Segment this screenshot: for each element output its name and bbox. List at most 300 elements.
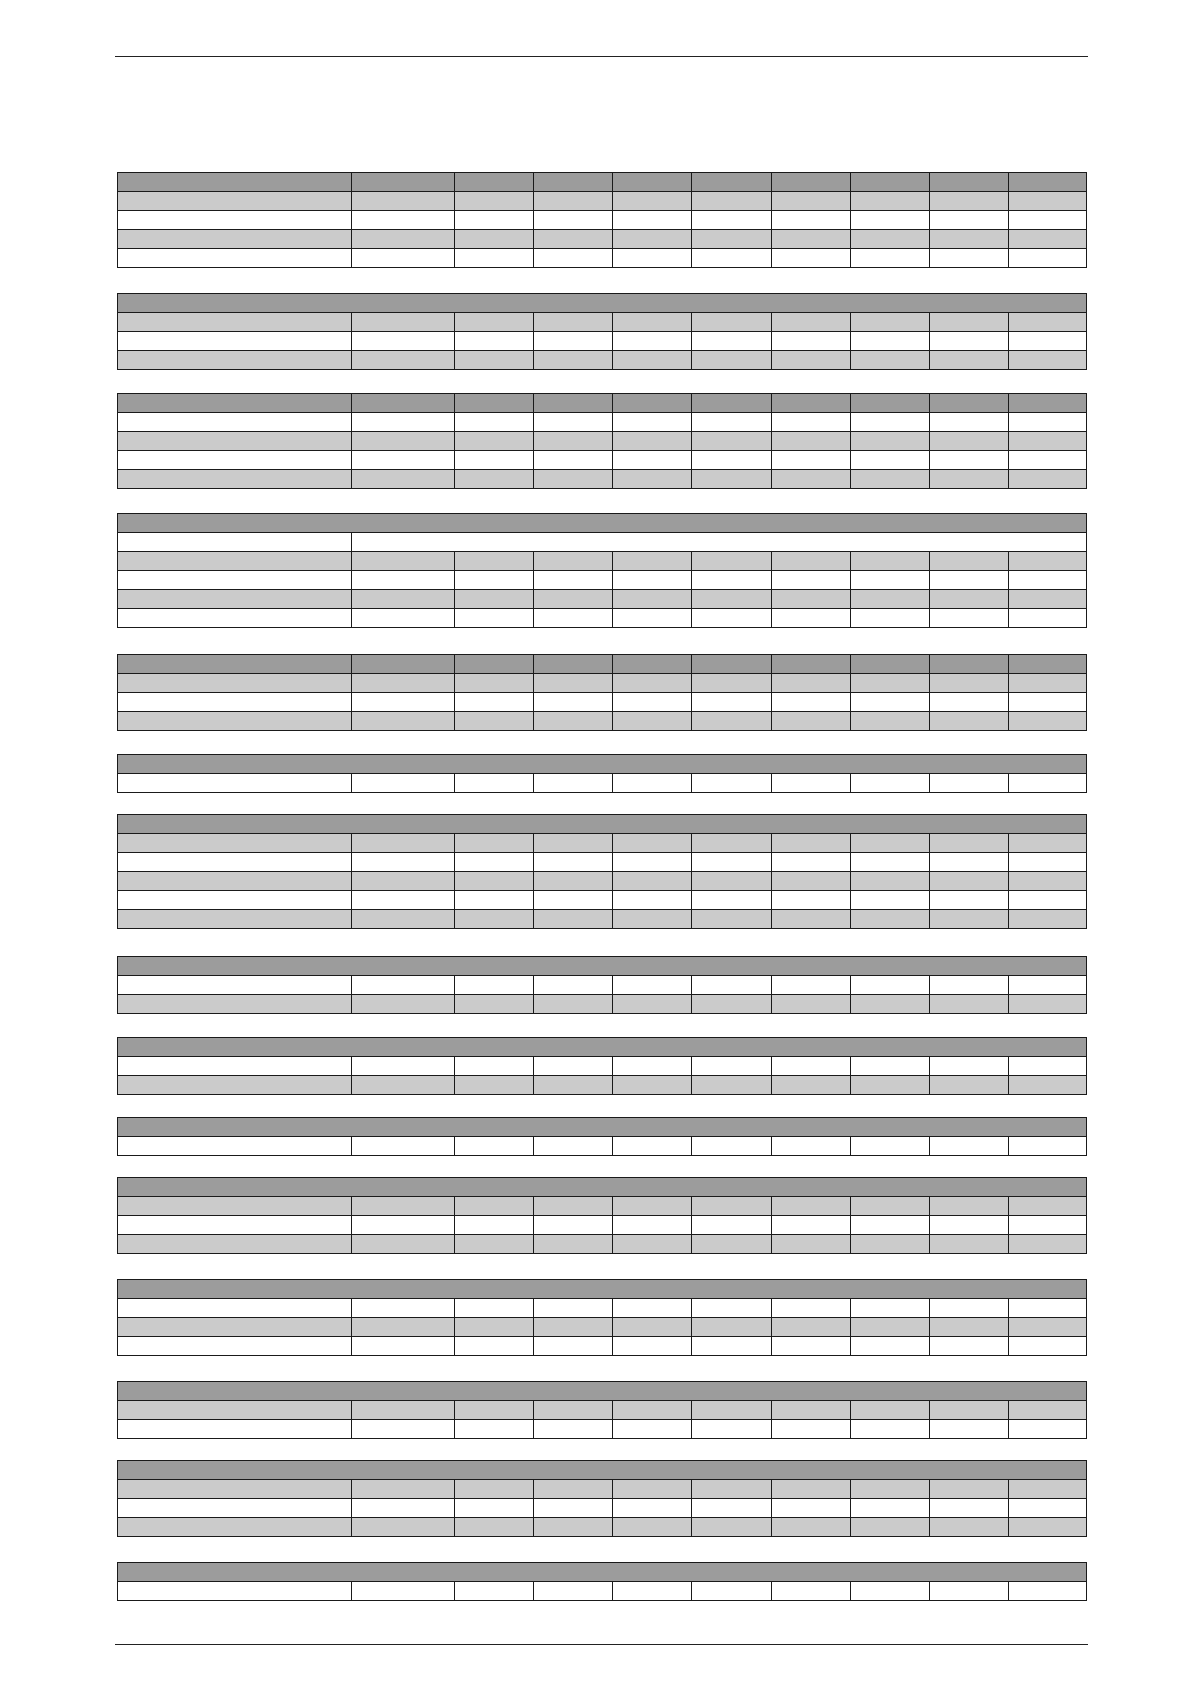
table-cell	[851, 432, 930, 451]
table-cell	[930, 1318, 1009, 1337]
table-cell	[692, 1076, 772, 1095]
table-cell	[930, 976, 1009, 995]
table-cell	[352, 1337, 455, 1356]
table-cell	[613, 1420, 692, 1439]
table-cell	[613, 211, 692, 230]
table-cell	[772, 674, 851, 693]
table-section-title	[118, 1563, 1087, 1582]
table-cell	[772, 351, 851, 370]
table-section-title	[118, 1038, 1087, 1057]
table-cell	[455, 1057, 534, 1076]
table-cell	[455, 976, 534, 995]
table-cell	[772, 1197, 851, 1216]
table-cell	[534, 1480, 613, 1499]
table-row	[118, 1480, 1087, 1499]
table-row	[118, 609, 1087, 628]
table-row	[118, 470, 1087, 489]
table-cell	[692, 413, 772, 432]
table-cell	[352, 571, 455, 590]
table-cell	[851, 351, 930, 370]
table-row	[118, 1216, 1087, 1235]
column-header-cell	[455, 655, 534, 674]
table-cell	[692, 1480, 772, 1499]
table-cell	[455, 693, 534, 712]
table-cell	[851, 413, 930, 432]
column-header-cell	[118, 394, 352, 413]
table-cell	[534, 891, 613, 910]
table-cell	[851, 1499, 930, 1518]
table-cell	[352, 1420, 455, 1439]
table-cell	[534, 609, 613, 628]
table-cell	[772, 313, 851, 332]
table-cell	[118, 1318, 352, 1337]
table-cell	[534, 332, 613, 351]
table-cell	[1009, 995, 1087, 1014]
table-cell	[851, 1076, 930, 1095]
table-cell	[930, 674, 1009, 693]
table-cell	[772, 853, 851, 872]
table-cell	[851, 995, 930, 1014]
table-cell	[613, 1582, 692, 1601]
table-cell	[692, 774, 772, 793]
table-row	[118, 995, 1087, 1014]
table-cell	[930, 470, 1009, 489]
table-row	[118, 1235, 1087, 1254]
table-cell	[534, 211, 613, 230]
table-cell	[772, 774, 851, 793]
table-cell	[352, 351, 455, 370]
table-cell	[352, 976, 455, 995]
table-cell	[930, 1137, 1009, 1156]
table-cell	[534, 1337, 613, 1356]
table-cell	[455, 674, 534, 693]
column-header-cell	[930, 655, 1009, 674]
table-cell	[1009, 211, 1087, 230]
table-cell	[1009, 712, 1087, 731]
table-cell	[930, 995, 1009, 1014]
table-cell	[613, 1518, 692, 1537]
table-cell	[613, 891, 692, 910]
table-cell	[455, 230, 534, 249]
table-cell	[352, 211, 455, 230]
table-cell	[1009, 853, 1087, 872]
table-cell	[692, 1318, 772, 1337]
table-row	[118, 230, 1087, 249]
table-cell	[118, 1420, 352, 1439]
table-cell	[352, 1076, 455, 1095]
table-cell	[534, 313, 613, 332]
table-cell	[455, 995, 534, 1014]
table-cell	[352, 313, 455, 332]
table-cell	[534, 552, 613, 571]
table-cell	[455, 470, 534, 489]
table-cell	[851, 552, 930, 571]
table-cell	[851, 774, 930, 793]
table-cell	[118, 249, 352, 268]
table-cell	[118, 872, 352, 891]
table-cell	[772, 571, 851, 590]
table-cell	[930, 1197, 1009, 1216]
table-row	[118, 1518, 1087, 1537]
table-cell	[352, 1318, 455, 1337]
column-header-cell	[1009, 394, 1087, 413]
table-cell	[930, 1420, 1009, 1439]
data-table	[117, 1381, 1087, 1439]
table-cell	[1009, 1235, 1087, 1254]
table-header-row	[118, 173, 1087, 192]
table-cell	[613, 192, 692, 211]
table-cell	[930, 590, 1009, 609]
table-cell	[455, 1518, 534, 1537]
table-cell	[851, 211, 930, 230]
table-cell	[692, 1057, 772, 1076]
table-cell	[772, 1216, 851, 1235]
column-header-cell	[613, 173, 692, 192]
table-cell	[118, 1499, 352, 1518]
table-row	[118, 853, 1087, 872]
table-cell	[352, 1235, 455, 1254]
table-cell	[455, 834, 534, 853]
table-cell	[851, 230, 930, 249]
table-cell	[613, 853, 692, 872]
table-cell	[352, 1499, 455, 1518]
table-cell	[772, 451, 851, 470]
column-header-cell	[930, 173, 1009, 192]
table-row	[118, 332, 1087, 351]
table-cell	[118, 1299, 352, 1318]
table-cell	[1009, 1582, 1087, 1601]
table-cell	[930, 1480, 1009, 1499]
table-cell	[613, 1216, 692, 1235]
table-cell	[352, 693, 455, 712]
table-cell	[118, 1057, 352, 1076]
data-table	[117, 393, 1087, 489]
table-row	[118, 211, 1087, 230]
table-row	[118, 552, 1087, 571]
table-cell	[692, 1337, 772, 1356]
table-cell	[930, 571, 1009, 590]
table-cell	[772, 1582, 851, 1601]
table-cell	[772, 1499, 851, 1518]
table-cell	[692, 1137, 772, 1156]
table-cell	[930, 313, 1009, 332]
table-cell	[851, 1299, 930, 1318]
table-cell	[118, 470, 352, 489]
table-cell	[118, 432, 352, 451]
table-cell	[1009, 693, 1087, 712]
table-cell	[930, 351, 1009, 370]
table-cell	[534, 1197, 613, 1216]
table-cell	[1009, 470, 1087, 489]
table-cell	[930, 910, 1009, 929]
table-cell	[851, 590, 930, 609]
table-cell	[118, 552, 352, 571]
table-cell	[1009, 571, 1087, 590]
table-cell	[1009, 1420, 1087, 1439]
table-cell	[772, 1076, 851, 1095]
table-cell	[930, 1499, 1009, 1518]
table-cell	[851, 976, 930, 995]
table-header-row	[118, 815, 1087, 834]
table-header-row	[118, 1563, 1087, 1582]
table-cell	[352, 995, 455, 1014]
table-cell	[851, 891, 930, 910]
table-cell	[352, 774, 455, 793]
table-cell	[118, 413, 352, 432]
table-header-row	[118, 655, 1087, 674]
table-cell	[930, 211, 1009, 230]
table-row	[118, 1057, 1087, 1076]
column-header-cell	[118, 173, 352, 192]
table-cell	[692, 249, 772, 268]
table-row	[118, 313, 1087, 332]
table-cell	[118, 1480, 352, 1499]
table-row	[118, 413, 1087, 432]
table-row	[118, 1401, 1087, 1420]
table-cell	[118, 211, 352, 230]
table-cell	[455, 1401, 534, 1420]
table-cell	[1009, 674, 1087, 693]
table-cell	[1009, 1057, 1087, 1076]
table-cell	[851, 1235, 930, 1254]
table-cell	[692, 1401, 772, 1420]
table-row	[118, 1197, 1087, 1216]
table-cell	[1009, 192, 1087, 211]
table-cell	[118, 1197, 352, 1216]
table-cell	[534, 451, 613, 470]
table-cell	[772, 995, 851, 1014]
table-cell	[772, 413, 851, 432]
table-cell	[118, 774, 352, 793]
table-cell	[352, 853, 455, 872]
table-cell	[613, 1137, 692, 1156]
table-cell	[1009, 413, 1087, 432]
table-cell	[534, 1137, 613, 1156]
table-cell	[851, 693, 930, 712]
table-cell	[455, 313, 534, 332]
table-cell	[692, 1216, 772, 1235]
table-cell	[352, 712, 455, 731]
table-cell	[118, 995, 352, 1014]
table-cell	[930, 432, 1009, 451]
table-cell	[534, 1518, 613, 1537]
table-cell	[692, 211, 772, 230]
table-cell	[613, 774, 692, 793]
data-table	[117, 956, 1087, 1014]
table-cell	[352, 192, 455, 211]
column-header-cell	[352, 655, 455, 674]
table-cell	[534, 590, 613, 609]
table-row	[118, 834, 1087, 853]
table-cell	[613, 313, 692, 332]
table-cell	[455, 192, 534, 211]
table-cell	[772, 552, 851, 571]
table-cell	[455, 1499, 534, 1518]
table-cell	[772, 834, 851, 853]
table-cell	[613, 995, 692, 1014]
table-cell	[1009, 1337, 1087, 1356]
table-row	[118, 693, 1087, 712]
table-cell	[352, 1518, 455, 1537]
table-cell	[534, 774, 613, 793]
column-header-cell	[534, 655, 613, 674]
table-cell	[352, 552, 455, 571]
table-cell	[352, 910, 455, 929]
table-cell	[851, 1137, 930, 1156]
table-cell	[613, 432, 692, 451]
table-cell	[613, 1318, 692, 1337]
table-cell	[1009, 1137, 1087, 1156]
table-cell	[534, 1318, 613, 1337]
table-cell	[1009, 1401, 1087, 1420]
table-header-row	[118, 394, 1087, 413]
table-cell	[1009, 552, 1087, 571]
table-cell	[930, 192, 1009, 211]
table-cell	[455, 1420, 534, 1439]
table-cell	[1009, 910, 1087, 929]
table-cell	[352, 1197, 455, 1216]
table-header-row	[118, 1038, 1087, 1057]
column-header-cell	[772, 394, 851, 413]
data-table	[117, 1037, 1087, 1095]
table-cell	[352, 432, 455, 451]
table-cell	[613, 1235, 692, 1254]
table-section-title	[118, 1461, 1087, 1480]
table-cell	[851, 1401, 930, 1420]
table-cell	[534, 432, 613, 451]
table-header-row	[118, 1178, 1087, 1197]
table-row	[118, 1299, 1087, 1318]
table-cell	[930, 249, 1009, 268]
table-cell	[118, 853, 352, 872]
table-cell	[692, 332, 772, 351]
column-header-cell	[534, 394, 613, 413]
table-cell	[534, 192, 613, 211]
data-table	[117, 1177, 1087, 1254]
table-row	[118, 976, 1087, 995]
table-cell	[772, 891, 851, 910]
table-cell	[692, 571, 772, 590]
table-cell	[930, 1057, 1009, 1076]
column-header-cell	[772, 173, 851, 192]
table-cell	[352, 1582, 455, 1601]
table-cell	[851, 712, 930, 731]
table-cell	[851, 332, 930, 351]
table-cell	[455, 609, 534, 628]
table-cell	[352, 533, 1087, 552]
table-cell	[613, 332, 692, 351]
table-cell	[1009, 1299, 1087, 1318]
table-cell	[118, 313, 352, 332]
column-header-cell	[692, 173, 772, 192]
column-header-cell	[352, 394, 455, 413]
table-cell	[692, 1235, 772, 1254]
table-cell	[772, 432, 851, 451]
table-cell	[613, 413, 692, 432]
table-cell	[352, 834, 455, 853]
table-cell	[352, 1299, 455, 1318]
column-header-cell	[692, 655, 772, 674]
table-cell	[455, 413, 534, 432]
table-cell	[455, 1318, 534, 1337]
table-cell	[772, 470, 851, 489]
table-row	[118, 249, 1087, 268]
table-cell	[930, 1235, 1009, 1254]
table-cell	[534, 976, 613, 995]
table-cell	[118, 1582, 352, 1601]
table-cell	[930, 1582, 1009, 1601]
table-row	[118, 192, 1087, 211]
table-cell	[118, 590, 352, 609]
table-cell	[455, 1582, 534, 1601]
table-cell	[851, 313, 930, 332]
table-cell	[851, 470, 930, 489]
table-cell	[851, 1318, 930, 1337]
table-cell	[352, 1057, 455, 1076]
table-cell	[692, 872, 772, 891]
table-header-row	[118, 1461, 1087, 1480]
table-cell	[851, 1518, 930, 1537]
table-cell	[455, 332, 534, 351]
table-cell	[613, 571, 692, 590]
table-cell	[534, 910, 613, 929]
table-cell	[772, 1420, 851, 1439]
table-cell	[613, 609, 692, 628]
table-cell	[1009, 1518, 1087, 1537]
table-cell	[692, 351, 772, 370]
table-cell	[692, 910, 772, 929]
table-cell	[930, 712, 1009, 731]
table-cell	[118, 1216, 352, 1235]
table-cell	[534, 249, 613, 268]
table-cell	[930, 872, 1009, 891]
table-cell	[851, 1337, 930, 1356]
table-row	[118, 1318, 1087, 1337]
table-cell	[613, 351, 692, 370]
table-cell	[930, 1299, 1009, 1318]
table-cell	[455, 1216, 534, 1235]
table-cell	[851, 674, 930, 693]
table-cell	[692, 1518, 772, 1537]
table-cell	[692, 1299, 772, 1318]
table-cell	[534, 351, 613, 370]
data-table	[117, 1562, 1087, 1601]
table-cell	[613, 230, 692, 249]
table-cell	[1009, 1197, 1087, 1216]
table-row	[118, 674, 1087, 693]
table-cell	[930, 834, 1009, 853]
table-row	[118, 590, 1087, 609]
table-cell	[692, 230, 772, 249]
table-cell	[772, 1137, 851, 1156]
table-cell	[352, 891, 455, 910]
table-cell	[455, 1137, 534, 1156]
table-header-row	[118, 294, 1087, 313]
table-cell	[851, 1197, 930, 1216]
table-cell	[930, 853, 1009, 872]
table-cell	[352, 674, 455, 693]
table-cell	[118, 230, 352, 249]
table-cell	[692, 693, 772, 712]
table-cell	[1009, 609, 1087, 628]
column-header-cell	[534, 173, 613, 192]
column-header-cell	[930, 394, 1009, 413]
table-cell	[613, 872, 692, 891]
table-cell	[692, 1499, 772, 1518]
table-header-row	[118, 755, 1087, 774]
table-header-row	[118, 514, 1087, 533]
table-cell	[613, 712, 692, 731]
